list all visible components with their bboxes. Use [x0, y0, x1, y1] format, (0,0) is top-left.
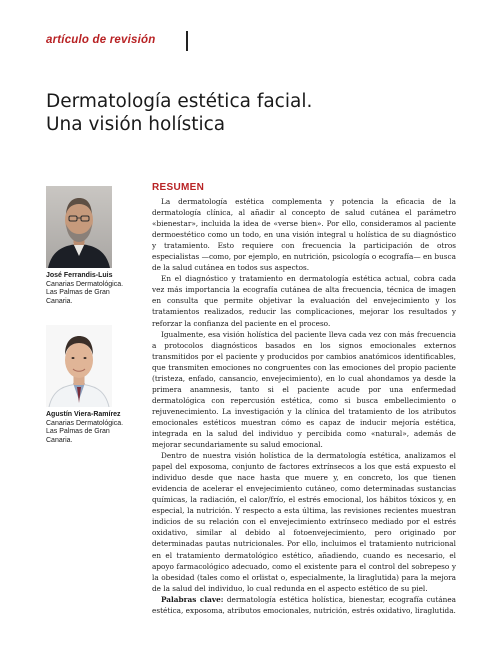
article-title-line-2: Una visión holística — [46, 114, 226, 135]
abstract-paragraph: Dentro de nuestra visión holística de la dermatología estética, analizamos el papel del exposoma, conjunto de factores extrínsecos a los que está expuesto el individuo desde que nace hasta que muere y, en concreto, los que tienen evidencia de acelerar el envejecimiento cutáneo, como determinadas sustancias químicas, la radiación, el calor/frío, el estrés emocional, los hábitos tóxicos y, en especial, la nutrición. Y respecto a esta última, las revisiones recientes muestran indicios de su relación con el envejecimiento extrínseco mediado por el estrés oxidativo, similar al debido al fotoenvejecimiento, pero originado por determinadas pautas nutricionales. Por ello, incluimos el tratamiento nutricional en el tratamiento dermatológico estético, añadiendo, cuando es necesario, el apoyo farmacológico adecuado, como el existente para el control del sobrepeso y la obesidad (tales como el orlistat o, especialmente, la liraglutida) para la mejora de la salud del individuo, lo cual redunda en el aspecto estético de su piel. — [152, 451, 456, 593]
author-affiliation-line: Canaria. — [46, 436, 73, 444]
author-name: José Ferrandis-Luis — [46, 272, 113, 279]
keywords-label: Palabras clave: — [161, 594, 224, 604]
author-name: Agustín Viera-Ramírez — [46, 411, 121, 418]
author-affiliation-line: Las Palmas de Gran — [46, 289, 110, 297]
author-affiliation-line: Canarias Dermatológica. — [46, 280, 124, 288]
section-divider — [186, 31, 188, 51]
article-title-line-1: Dermatología estética facial. — [46, 91, 313, 112]
author-card-ferrandis — [46, 272, 126, 306]
article-title — [46, 90, 312, 136]
author-photo-ferrandis — [46, 186, 112, 268]
abstract-body — [152, 196, 456, 616]
author-affiliation-line: Canaria. — [46, 297, 73, 305]
author-affiliation-line: Canarias Dermatológica. — [46, 419, 124, 427]
abstract-heading: RESUMEN — [152, 182, 205, 193]
author-photo-viera — [46, 325, 112, 407]
keywords-text: dermatología estética holística, bienestar, ecografía cutánea estética, exposoma, atributos emocionales, nutrición, estrés oxidativo, liraglutida. — [152, 594, 456, 615]
section-label: artículo de revisión — [46, 34, 156, 46]
abstract-paragraph: En el diagnóstico y tratamiento en dermatología estética actual, cobra cada vez más importancia la ecografía cutánea de alta frecuencia, técnica de imagen en consulta que permite objetivar la evaluación del envejecimiento y los tratamientos realizados, reducir las complicaciones, mejorar los resultados y reforzar la confianza del paciente en el proceso. — [152, 274, 456, 328]
author-card-viera — [46, 411, 126, 445]
author-affiliation-line: Las Palmas de Gran — [46, 428, 110, 436]
abstract-paragraph: Igualmente, esa visión holística del paciente lleva cada vez con más frecuencia a protocolos diagnósticos basados en los signos emocionales externos transmitidos por el paciente y producidos por cambios anatómicos identificables, que transmiten emociones no congruentes con las emociones del propio paciente (tristeza, enfado, cansancio, envejecimiento), en lo cual ahondamos ya desde la primera anamnesis, tanto si el paciente acude por una enfermedad dermatológica con repercusión estética, como si busca embellecimiento o rejuvenecimiento. La investigación y la clínica del tratamiento de los atributos emocionales estéticos muestran cómo es capaz de inducir mejoría estética, integrada en la salud del individuo y percibida como «natural», además de mejorar secundariamente su salud emocional. — [152, 329, 456, 450]
abstract-paragraph: La dermatología estética complementa y potencia la eficacia de la dermatología clínica, al añadir al concepto de salud cutánea el parámetro «bienestar», incluida la idea de «verse bien». Por ello, consideramos al paciente dermoestético como un todo, en una visión integral u holística de su diagnóstico y tratamiento. Esto requiere con frecuencia la participación de otros especialistas —como, por ejemplo, en nutrición, psicología o ecografía— en busca de la salud cutánea en todos sus aspectos. — [152, 197, 456, 273]
keywords — [152, 594, 456, 616]
